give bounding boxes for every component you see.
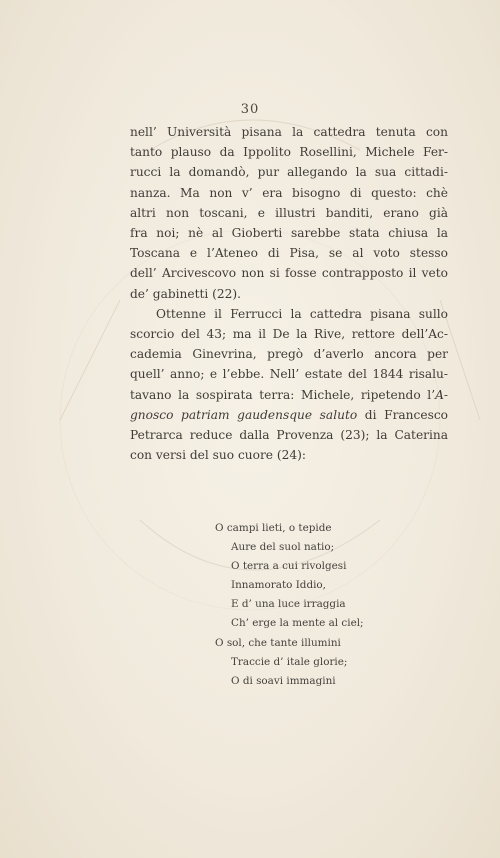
italic-segment: gnosco patriam gaudensque saluto — [130, 407, 358, 422]
verse-line: Aure del suol natio; — [231, 541, 335, 554]
verse-line: O sol, che tante illumini — [215, 636, 341, 649]
verse-line: Ch’ erge la mente al ciel; — [231, 617, 364, 630]
text-line: fra noi; nè al Gioberti sarebbe stata chiusa la — [130, 226, 448, 241]
text-line: Toscana e l’Ateneo di Pisa, se al voto stesso — [130, 246, 448, 261]
verse-line: Traccie d’ itale glorie; — [231, 655, 348, 668]
text-line: Petrarca reduce dalla Provenza (23); la Caterina — [130, 428, 448, 443]
text-line: Ottenne il Ferrucci la cattedra pisana sullo — [156, 306, 448, 321]
text-line: tanto plauso da Ippolito Rosellini, Michele Fer- — [130, 145, 448, 160]
text-line — [130, 385, 448, 405]
text-line: con versi del suo cuore (24): — [130, 448, 306, 463]
text-segment: di Francesco — [357, 407, 448, 422]
text-line: nell’ Università pisana la cattedra tenuta con — [130, 125, 448, 139]
verse-line: Innamorato Iddio, — [231, 579, 326, 592]
text-line: de’ gabinetti (22). — [130, 286, 242, 301]
text-line: quell’ anno; e l’ebbe. Nell’ estate del 1844 risalu- — [130, 367, 448, 382]
italic-segment: A- — [435, 387, 448, 402]
verse-line: E d’ una luce irraggia — [231, 598, 346, 611]
page-number: 30 — [240, 102, 260, 117]
poem — [215, 519, 415, 691]
verse-line: O campi lieti, o tepide — [215, 522, 332, 534]
text-line: dell’ Arcivescovo non si fosse contrapposto il veto — [130, 266, 448, 281]
verse-line: O terra a cui rivolgesi — [231, 560, 347, 573]
text-line — [130, 405, 448, 425]
text-line: nanza. Ma non v’ era bisogno di questo: chè — [130, 185, 448, 200]
verse-line: O di soavi immagini — [231, 674, 336, 687]
text-segment: tavano la sospirata terra: Michele, ripetendo l’ — [130, 387, 436, 402]
text-line: altri non toscani, e illustri banditi, erano già — [130, 205, 448, 220]
text-line: scorcio del 43; ma il De la Rive, rettore dell’Ac- — [130, 327, 448, 342]
body-text — [130, 122, 448, 465]
text-line: rucci la domandò, pur allegando la sua cittadi- — [130, 165, 448, 180]
text-line: cademia Ginevrina, pregò d’averlo ancora per — [130, 347, 448, 362]
